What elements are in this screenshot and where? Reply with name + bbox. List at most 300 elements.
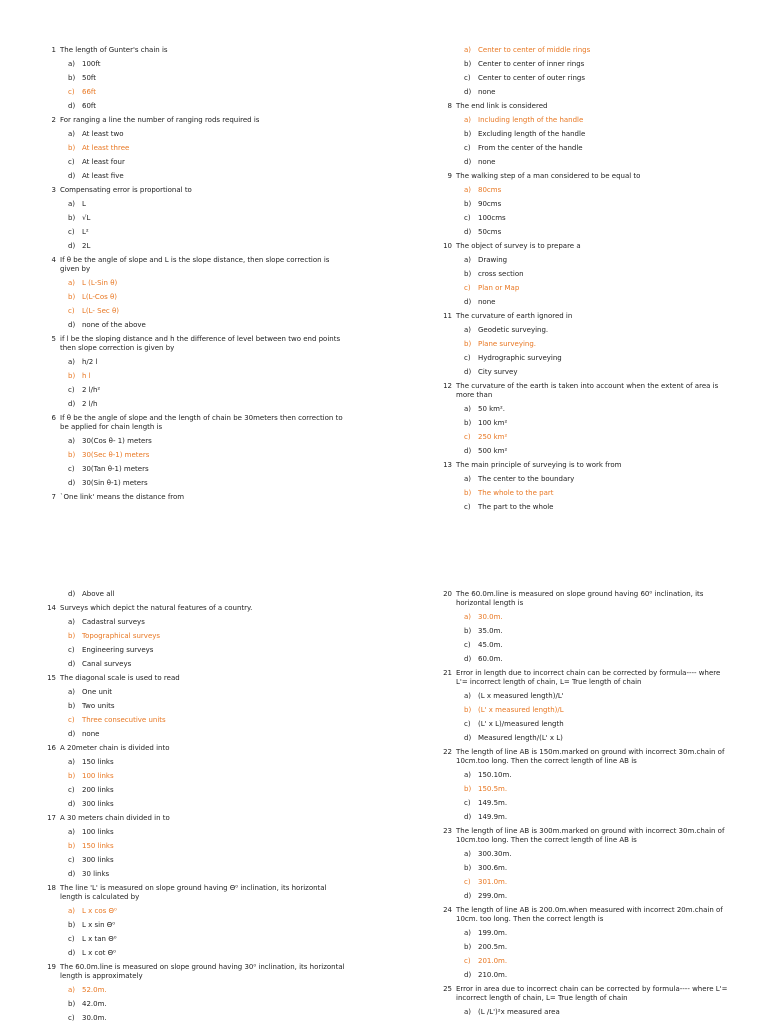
option-letter: d) [464, 158, 472, 166]
question-number: 14 [47, 604, 56, 612]
option-text: 52.0m. [82, 986, 107, 994]
option-letter: d) [464, 228, 472, 236]
answer-option [464, 655, 732, 664]
option-letter: a) [464, 326, 472, 334]
answer-option [68, 688, 346, 697]
option-text: 150 links [82, 758, 114, 766]
answer-option-highlighted [464, 785, 732, 794]
question [46, 414, 346, 432]
answer-option [68, 618, 346, 627]
question [46, 256, 346, 274]
option-letter: a) [464, 186, 472, 194]
option-letter: c) [68, 465, 75, 473]
option-text: cross section [478, 270, 524, 278]
option-letter: d) [68, 590, 76, 598]
question-number: 8 [447, 102, 452, 110]
option-text: 90cms [478, 200, 502, 208]
option-letter: d) [464, 368, 472, 376]
option-letter: b) [68, 921, 76, 929]
answer-option [68, 400, 346, 409]
answer-option-highlighted [68, 907, 346, 916]
answer-option [464, 641, 732, 650]
answer-option [464, 720, 732, 729]
option-text: At least five [82, 172, 124, 180]
option-letter: c) [464, 144, 471, 152]
option-text: The center to the boundary [478, 475, 575, 483]
answer-option [68, 158, 346, 167]
question [442, 669, 732, 687]
option-text: L² [82, 228, 89, 236]
option-text: City survey [478, 368, 518, 376]
question-text: The main principle of surveying is to work from [456, 461, 622, 469]
option-text: 201.0m. [478, 957, 508, 965]
option-letter: a) [464, 692, 472, 700]
option-text: At least three [82, 144, 130, 152]
option-letter: b) [464, 270, 472, 278]
option-letter: c) [68, 786, 75, 794]
option-letter: a) [68, 758, 76, 766]
option-letter: b) [464, 706, 472, 714]
option-letter: b) [464, 943, 472, 951]
question-text: Compensating error is proportional to [60, 186, 192, 194]
answer-option-highlighted [464, 116, 732, 125]
option-letter: d) [464, 298, 472, 306]
question-number: 7 [51, 493, 56, 501]
option-text: none [478, 88, 496, 96]
option-letter: b) [464, 627, 472, 635]
question-number: 11 [443, 312, 452, 320]
option-text: At least four [82, 158, 125, 166]
answer-option [68, 465, 346, 474]
question-text: The diagonal scale is used to read [60, 674, 180, 682]
option-letter: c) [464, 799, 471, 807]
option-letter: c) [464, 284, 471, 292]
page1-left-column [46, 46, 346, 507]
option-text: Engineering surveys [82, 646, 154, 654]
question [442, 382, 732, 400]
option-letter: b) [464, 489, 472, 497]
option-text: 149.9m. [478, 813, 508, 821]
option-text: 60.0m. [478, 655, 503, 663]
question-number: 12 [443, 382, 452, 390]
question [46, 814, 346, 823]
option-letter: b) [68, 144, 76, 152]
option-text: L x sin Θ⁰ [82, 921, 116, 929]
answer-option [464, 734, 732, 743]
option-letter: d) [464, 734, 472, 742]
answer-option [464, 864, 732, 873]
option-text: 30(Tan θ-1) meters [82, 465, 149, 473]
option-text: Above all [82, 590, 115, 598]
option-text: Drawing [478, 256, 508, 264]
question-text: Error in area due to incorrect chain can be corrected by formula---- where L'= incorrect length of chain, L= True length of chain [456, 985, 728, 1002]
option-letter: d) [68, 660, 76, 668]
answer-option [68, 935, 346, 944]
option-letter: b) [464, 340, 472, 348]
option-letter: d) [68, 870, 76, 878]
question-text: A 30 meters chain divided in to [60, 814, 170, 822]
answer-option [464, 228, 732, 237]
option-letter: b) [464, 200, 472, 208]
answer-option [464, 799, 732, 808]
option-letter: b) [464, 130, 472, 138]
option-letter: b) [464, 60, 472, 68]
option-text: 45.0m. [478, 641, 503, 649]
option-letter: c) [68, 228, 75, 236]
question-text: Surveys which depict the natural features of a country. [60, 604, 253, 612]
option-letter: c) [464, 503, 471, 511]
option-text: 30 links [82, 870, 110, 878]
option-letter: a) [68, 907, 76, 915]
option-text: 200 links [82, 786, 114, 794]
question-text: If θ be the angle of slope and L is the slope distance, then slope correction is given by [60, 256, 330, 273]
answer-option-highlighted [464, 46, 732, 55]
option-letter: a) [68, 200, 76, 208]
question [46, 493, 346, 502]
question [46, 116, 346, 125]
question-text: The length of line AB is 300m.marked on ground with incorrect 30m.chain of 10cm.too long. Then the correct length of line AB is [456, 827, 725, 844]
question [442, 827, 732, 845]
answer-option-highlighted [464, 489, 732, 498]
option-letter: b) [68, 632, 76, 640]
option-text: Cadastral surveys [82, 618, 145, 626]
answer-option [464, 298, 732, 307]
option-text: 50cms [478, 228, 502, 236]
question [442, 590, 732, 608]
option-text: 100 links [82, 772, 114, 780]
option-letter: d) [68, 321, 76, 329]
option-text: 30(Sec θ-1) meters [82, 451, 150, 459]
option-letter: a) [464, 116, 472, 124]
option-letter: d) [464, 88, 472, 96]
option-letter: a) [464, 256, 472, 264]
option-letter: d) [464, 813, 472, 821]
option-text: 30(Cos θ- 1) meters [82, 437, 152, 445]
question-text: Error in length due to incorrect chain can be corrected by formula---- where L'= incorrect length of chain, L= True length of chain [456, 669, 721, 686]
option-letter: b) [464, 419, 472, 427]
answer-option [464, 692, 732, 701]
answer-option [68, 856, 346, 865]
option-text: 301.0m. [478, 878, 508, 886]
option-text: 500 km² [478, 447, 508, 455]
question [442, 906, 732, 924]
option-text: (L /L')²x measured area [478, 1008, 560, 1016]
option-text: 80cms [478, 186, 502, 194]
option-letter: d) [68, 949, 76, 957]
option-text: 149.5m. [478, 799, 508, 807]
answer-option [464, 971, 732, 980]
answer-option [68, 479, 346, 488]
answer-option-highlighted [68, 307, 346, 316]
option-letter: c) [464, 641, 471, 649]
answer-option [464, 326, 732, 335]
option-text: (L' x measured length)/L [478, 706, 564, 714]
answer-option [68, 228, 346, 237]
option-text: Canal surveys [82, 660, 132, 668]
option-text: From the center of the handle [478, 144, 583, 152]
answer-option-highlighted [68, 772, 346, 781]
question [442, 312, 732, 321]
question-text: The length of Gunter's chain is [60, 46, 168, 54]
question-number: 1 [51, 46, 56, 54]
question [442, 172, 732, 181]
answer-option [68, 60, 346, 69]
option-letter: a) [68, 688, 76, 696]
option-text: 210.0m. [478, 971, 508, 979]
option-letter: c) [68, 307, 75, 315]
option-text: Including length of the handle [478, 116, 584, 124]
answer-option [68, 660, 346, 669]
option-text: Three consecutive units [82, 716, 166, 724]
question [46, 884, 346, 902]
option-text: 299.0m. [478, 892, 508, 900]
option-letter: d) [68, 400, 76, 408]
question-number: 10 [443, 242, 452, 250]
option-letter: c) [464, 354, 471, 362]
answer-option [68, 358, 346, 367]
option-letter: a) [464, 613, 472, 621]
option-text: L x cos Θ⁰ [82, 907, 117, 915]
option-text: 200.5m. [478, 943, 508, 951]
question-number: 24 [443, 906, 452, 914]
option-letter: c) [68, 88, 75, 96]
option-text: 60ft [82, 102, 96, 110]
answer-option-highlighted [68, 293, 346, 302]
answer-option [464, 354, 732, 363]
answer-option [464, 270, 732, 279]
question-number: 9 [447, 172, 452, 180]
page1-right-column [442, 46, 732, 517]
page2-left-column [46, 590, 346, 1028]
option-letter: a) [464, 46, 472, 54]
question-text: The length of line AB is 200.0m.when measured with incorrect 20m.chain of 10cm. too long. Then the correct length is [456, 906, 723, 923]
option-letter: c) [68, 856, 75, 864]
answer-option [464, 627, 732, 636]
answer-option [68, 870, 346, 879]
answer-option [68, 242, 346, 251]
option-letter: c) [464, 74, 471, 82]
option-text: h/2 l [82, 358, 98, 366]
option-letter: b) [464, 864, 472, 872]
option-text: 100ft [82, 60, 101, 68]
question [442, 985, 732, 1003]
option-text: 50ft [82, 74, 96, 82]
question [46, 674, 346, 683]
answer-option [68, 921, 346, 930]
question-number: 2 [51, 116, 56, 124]
question-text: The curvature of earth ignored in [456, 312, 573, 320]
option-letter: c) [68, 1014, 75, 1022]
option-text: L x cot Θ⁰ [82, 949, 116, 957]
question-number: 17 [47, 814, 56, 822]
answer-option-highlighted [464, 957, 732, 966]
option-letter: b) [68, 842, 76, 850]
option-letter: d) [68, 172, 76, 180]
question-number: 22 [443, 748, 452, 756]
option-text: 50 km². [478, 405, 506, 413]
question-number: 23 [443, 827, 452, 835]
answer-option [68, 949, 346, 958]
answer-option [68, 800, 346, 809]
question-text: The line 'L' is measured on slope ground having Θ⁰ inclination, its horizontal length is calculated by [60, 884, 327, 901]
answer-option [464, 88, 732, 97]
answer-option [464, 771, 732, 780]
option-letter: c) [68, 716, 75, 724]
answer-option-highlighted [68, 716, 346, 725]
answer-option-highlighted [68, 451, 346, 460]
option-letter: a) [464, 405, 472, 413]
option-letter: a) [464, 929, 472, 937]
option-text: (L x measured length)/L' [478, 692, 564, 700]
question-text: The end link is considered [456, 102, 548, 110]
answer-option-highlighted [464, 433, 732, 442]
question-number: 21 [443, 669, 452, 677]
option-letter: b) [68, 702, 76, 710]
answer-option [68, 828, 346, 837]
answer-option [464, 158, 732, 167]
answer-option [68, 786, 346, 795]
question-number: 3 [51, 186, 56, 194]
option-letter: b) [68, 293, 76, 301]
answer-option-highlighted [68, 88, 346, 97]
page2-right-column [442, 590, 732, 1022]
question-text: A 20meter chain is divided into [60, 744, 170, 752]
answer-option-highlighted [464, 340, 732, 349]
answer-option [464, 503, 732, 512]
answer-option [464, 813, 732, 822]
option-letter: a) [68, 60, 76, 68]
answer-option [464, 447, 732, 456]
option-text: 150.10m. [478, 771, 512, 779]
option-text: 30.0m. [478, 613, 503, 621]
question-number: 6 [51, 414, 56, 422]
option-text: 100cms [478, 214, 506, 222]
question [46, 335, 346, 353]
option-letter: b) [68, 372, 76, 380]
option-text: Topographical surveys [82, 632, 161, 640]
answer-option [464, 144, 732, 153]
answer-option-highlighted [68, 144, 346, 153]
option-text: Excluding length of the handle [478, 130, 586, 138]
question-number: 19 [47, 963, 56, 971]
answer-option-highlighted [68, 279, 346, 288]
option-text: 300.6m. [478, 864, 508, 872]
option-text: 42.0m. [82, 1000, 107, 1008]
option-letter: d) [464, 447, 472, 455]
answer-option [464, 419, 732, 428]
question-number: 15 [47, 674, 56, 682]
answer-option [464, 892, 732, 901]
answer-option [68, 102, 346, 111]
option-letter: d) [68, 479, 76, 487]
option-letter: c) [68, 646, 75, 654]
option-text: none [82, 730, 100, 738]
option-letter: a) [68, 618, 76, 626]
option-text: L (L-Sin θ) [82, 279, 118, 287]
question-text: The curvature of the earth is taken into account when the extent of area is more than [456, 382, 719, 399]
option-letter: a) [68, 828, 76, 836]
option-text: 30.0m. [82, 1014, 107, 1022]
question-text: The walking step of a man considered to be equal to [456, 172, 641, 180]
question-text: If θ be the angle of slope and the length of chain be 30meters then correction to be applied for chain length is [60, 414, 343, 431]
answer-option [464, 130, 732, 139]
option-text: 300 links [82, 800, 114, 808]
answer-option [68, 702, 346, 711]
option-letter: b) [68, 772, 76, 780]
question [442, 748, 732, 766]
answer-option-highlighted [68, 842, 346, 851]
answer-option [68, 386, 346, 395]
option-text: 150.5m. [478, 785, 508, 793]
option-letter: a) [68, 358, 76, 366]
question-text: The length of line AB is 150m.marked on ground with incorrect 30m.chain of 10cm.too long. Then the correct length of line AB is [456, 748, 725, 765]
answer-option [464, 943, 732, 952]
question-number: 25 [443, 985, 452, 993]
option-text: (L' x L)/measured length [478, 720, 564, 728]
option-text: At least two [82, 130, 124, 138]
question-text: For ranging a line the number of ranging rods required is [60, 116, 260, 124]
question [46, 186, 346, 195]
option-letter: a) [68, 130, 76, 138]
answer-option [464, 475, 732, 484]
option-letter: a) [68, 986, 76, 994]
answer-option [68, 437, 346, 446]
option-text: One unit [82, 688, 113, 696]
option-text: Center to center of middle rings [478, 46, 591, 54]
option-letter: a) [464, 475, 472, 483]
question-number: 13 [443, 461, 452, 469]
option-text: 100 links [82, 828, 114, 836]
option-letter: d) [68, 800, 76, 808]
answer-option [68, 590, 346, 599]
answer-option-highlighted [464, 706, 732, 715]
option-letter: a) [464, 1008, 472, 1016]
question-text: The 60.0m.line is measured on slope ground having 30⁰ inclination, its horizontal length is approximately [60, 963, 345, 980]
answer-option [68, 1000, 346, 1009]
option-text: 100 km² [478, 419, 508, 427]
option-text: none of the above [82, 321, 146, 329]
option-letter: d) [464, 971, 472, 979]
option-letter: c) [464, 720, 471, 728]
question-number: 20 [443, 590, 452, 598]
answer-option-highlighted [68, 372, 346, 381]
answer-option [464, 929, 732, 938]
answer-option [68, 200, 346, 209]
option-text: Plan or Map [478, 284, 520, 292]
option-text: L [82, 200, 86, 208]
answer-option [464, 368, 732, 377]
option-text: 300 links [82, 856, 114, 864]
option-text: L x tan Θ⁰ [82, 935, 117, 943]
option-text: Measured length/(L' x L) [478, 734, 563, 742]
option-text: 2 l/h² [82, 386, 101, 394]
question-text: The object of survey is to prepare a [456, 242, 581, 250]
answer-option [464, 214, 732, 223]
option-letter: d) [464, 892, 472, 900]
question [46, 604, 346, 613]
question [442, 461, 732, 470]
option-letter: d) [464, 655, 472, 663]
option-letter: c) [464, 878, 471, 886]
question [442, 242, 732, 251]
option-text: h l [82, 372, 91, 380]
answer-option [464, 256, 732, 265]
option-letter: a) [68, 437, 76, 445]
option-text: 35.0m. [478, 627, 503, 635]
option-letter: a) [464, 850, 472, 858]
answer-option-highlighted [68, 986, 346, 995]
question [442, 102, 732, 111]
